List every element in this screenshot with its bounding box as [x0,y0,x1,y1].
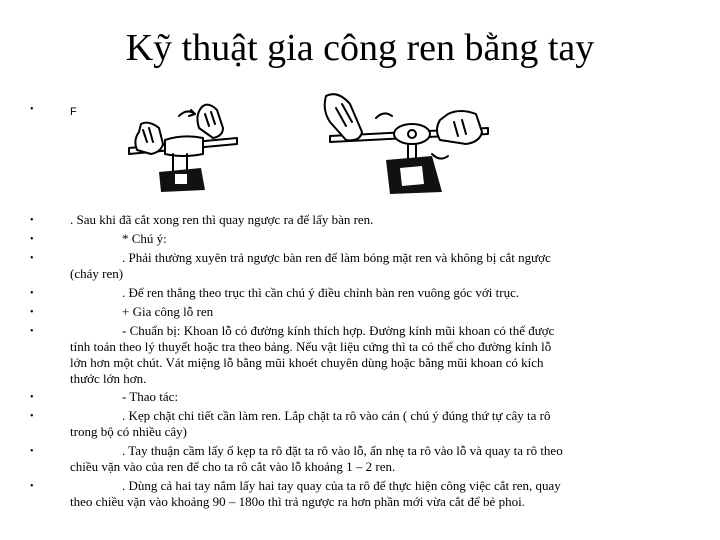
first-bullet-text: F [70,106,77,118]
text-line: theo chiều vặn vào khoảng 90 – 180o thì trả ngược ra hơn phần mới vừa cắt để bẻ phoi. [70,494,525,509]
bullet-marker: • [30,104,34,115]
text-line: thước lớn hơn. [70,371,147,386]
bullet-marker: • [30,288,34,299]
text-line: - Chuẩn bị: Khoan lỗ có đường kính thích hợp. Đường kính mũi khoan có thể được [122,323,555,338]
die-stock-illustration [125,92,240,194]
text-line: tính toán theo lý thuyết hoặc tra theo bảng. Nếu vật liệu cứng thì ta có thể cho đường kính lỗ [70,339,552,354]
tap-wrench-illustration [320,84,495,196]
text-line: - Thao tác: [122,389,179,404]
bullet-marker: • [30,392,34,403]
text-line: . Sau khi đã cắt xong ren thì quay ngược ra để lấy bàn ren. [70,212,374,227]
text-line: . Dùng cả hai tay nắm lấy hai tay quay của ta rô để thực hiện công việc cắt ren, quay [122,478,561,493]
text-line: + Gia công lỗ ren [122,304,214,319]
bullet-marker: • [30,215,34,226]
text-line: trong bộ có nhiều cây) [70,424,187,439]
slide-title: Kỹ thuật gia công ren bằng tay [125,27,595,69]
text-line: lớn hơn một chút. Vát miệng lỗ bằng mũi khoét chuyên dùng hoặc bằng mũi khoan có kích [70,355,544,370]
bullet-marker: • [30,326,34,337]
bullet-marker: • [30,234,34,245]
text-line: * Chú ý: [122,231,167,246]
text-line: . Phải thường xuyên trả ngược bàn ren để làm bóng mặt ren và không bị cắt ngược [122,250,551,265]
bullet-marker: • [30,307,34,318]
bullet-marker: • [30,411,34,422]
text-line: . Tay thuận cầm lấy ổ kẹp ta rô đặt ta rô vào lỗ, ấn nhẹ ta rô vào lỗ và quay ta rô theo [122,443,563,458]
bullet-marker: • [30,481,34,492]
text-line: chiều vặn vào của ren để cho ta rô cắt vào lỗ khoảng 1 – 2 ren. [70,459,396,474]
bullet-marker: • [30,253,34,264]
text-line: . Để ren thẳng theo trục thì cần chú ý điều chỉnh bàn ren vuông góc với trục. [122,285,520,300]
text-line: . Kẹp chặt chi tiết cần làm ren. Lắp chặt ta rô vào cán ( chú ý đúng thứ tự cây ta rô [122,408,551,423]
bullet-marker: • [30,446,34,457]
text-line: (cháy ren) [70,266,124,281]
